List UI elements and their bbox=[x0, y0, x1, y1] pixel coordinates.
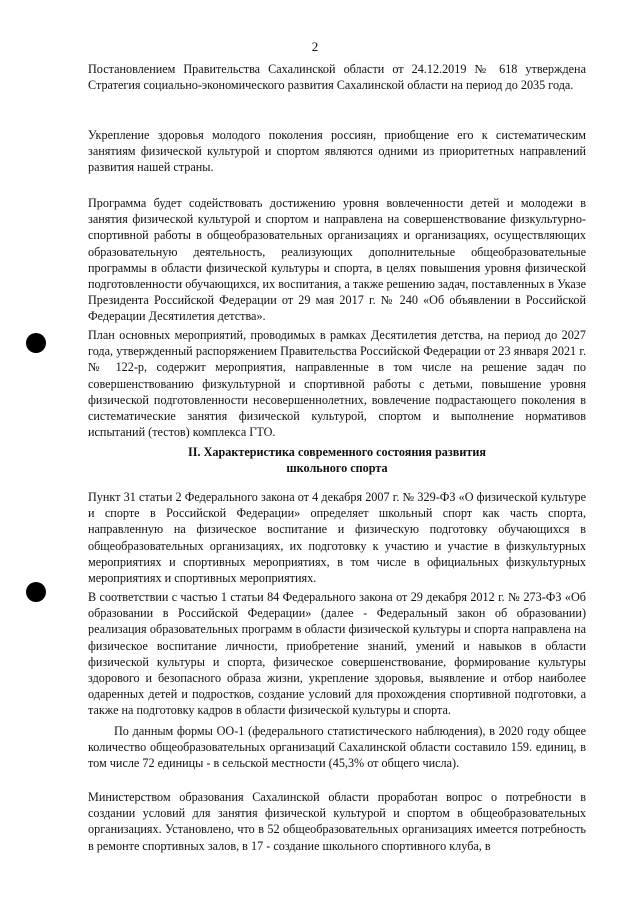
paragraph-school-sport-definition: Пункт 31 статьи 2 Федерального закона от 4 декабря 2007 г. № 329-ФЗ «О физической культуре и спорте в Российской Федерации» определяет школьный спорт как часть спорта, направленную на физическое воспитание и физическую подготовку обучающихся в общеобразовательных организациях, их подготовку к участию и участие в физкультурных мероприятиях и спортивных мероприятиях, в том числе в официальных физкультурных мероприятиях и спортивных мероприятиях. bbox=[88, 490, 586, 586]
paragraph-decade-plan: План основных мероприятий, проводимых в рамках Десятилетия детства, на период до 2027 года, утвержденный распоряжением Правительства Российской Федерации от 23 января 2021 г. № 122-р, содержит мероприятия, направленные в том числе на решение задач по совершенствованию физкультурной и спортивной работы с детьми, повышение уровня физической подготовленности несовершеннолетних, вовлечение подрастающего поколения в систематические занятия физической культурой, спортом и выполнение нормативов испытаний (тестов) комплекса ГТО. bbox=[88, 328, 586, 440]
paragraph-statistics: По данным формы ОО-1 (федерального статистического наблюдения), в 2020 году общее количество общеобразовательных организаций Сахалинской области составило 159. единиц, в том числе 72 единицы - в сельской местности (45,3% от общего числа). bbox=[88, 724, 586, 771]
section-heading-line-1: II. Характеристика современного состояния развития bbox=[187, 445, 486, 459]
paragraph-health: Укрепление здоровья молодого поколения россиян, приобщение его к систематическим занятиям физической культурой и спортом являются одними из приоритетных направлений развития нашей страны. bbox=[88, 128, 586, 175]
section-heading bbox=[88, 444, 586, 476]
paragraph-education-law: В соответствии с частью 1 статьи 84 Федерального закона от 29 декабря 2012 г. № 273-ФЗ «Об образовании в Российской Федерации» (далее - Федеральный закон об образовании) реализация образовательных программ в области физической культуры и спорта направлена на физическое воспитание личности, приобретение знаний, умений и навыков в области физической культуры и спорта, физическое совершенствование, формирование культуры здорового и безопасного образа жизни, укрепление здоровья, выявление и отбор наиболее одаренных детей и подростков, создание условий для прохождения спортивной подготовки, а также на подготовку кадров в области физической культуры и спорта. bbox=[88, 590, 586, 718]
paragraph-strategy: Постановлением Правительства Сахалинской области от 24.12.2019 № 618 утверждена Стратегия социально-экономического развития Сахалинской области на период до 2035 года. bbox=[88, 62, 586, 93]
paragraph-ministry: Министерством образования Сахалинской области проработан вопрос о потребности в создании условий для занятия физической культурой и спортом в общеобразовательных организациях. Установлено, что в 52 общеобразовательных организациях имеется потребность в ремонте спортивных залов, в 17 - создание школьного спортивного клуба, в bbox=[88, 790, 586, 853]
punch-hole-lower bbox=[26, 582, 46, 602]
paragraph-program: Программа будет содействовать достижению уровня вовлеченности детей и молодежи в занятия физической культурой и спортом и направлена на совершенствование физкультурно-спортивной работы в общеобразовательных организациях и организациях, осуществляющих образовательную деятельность, реализующих дополнительные общеобразовательные программы в области физической культуры и спорта, в целях повышения уровня физической подготовленности обучающихся, их воспитания, а также решению задач, поставленных в Указе Президента Российской Федерации от 29 мая 2017 г. № 240 «Об объявлении в Российской Федерации Десятилетия детства». bbox=[88, 196, 586, 324]
section-heading-line-2: школьного спорта bbox=[286, 461, 388, 476]
page-number: 2 bbox=[311, 39, 319, 54]
punch-hole-upper bbox=[26, 333, 46, 353]
